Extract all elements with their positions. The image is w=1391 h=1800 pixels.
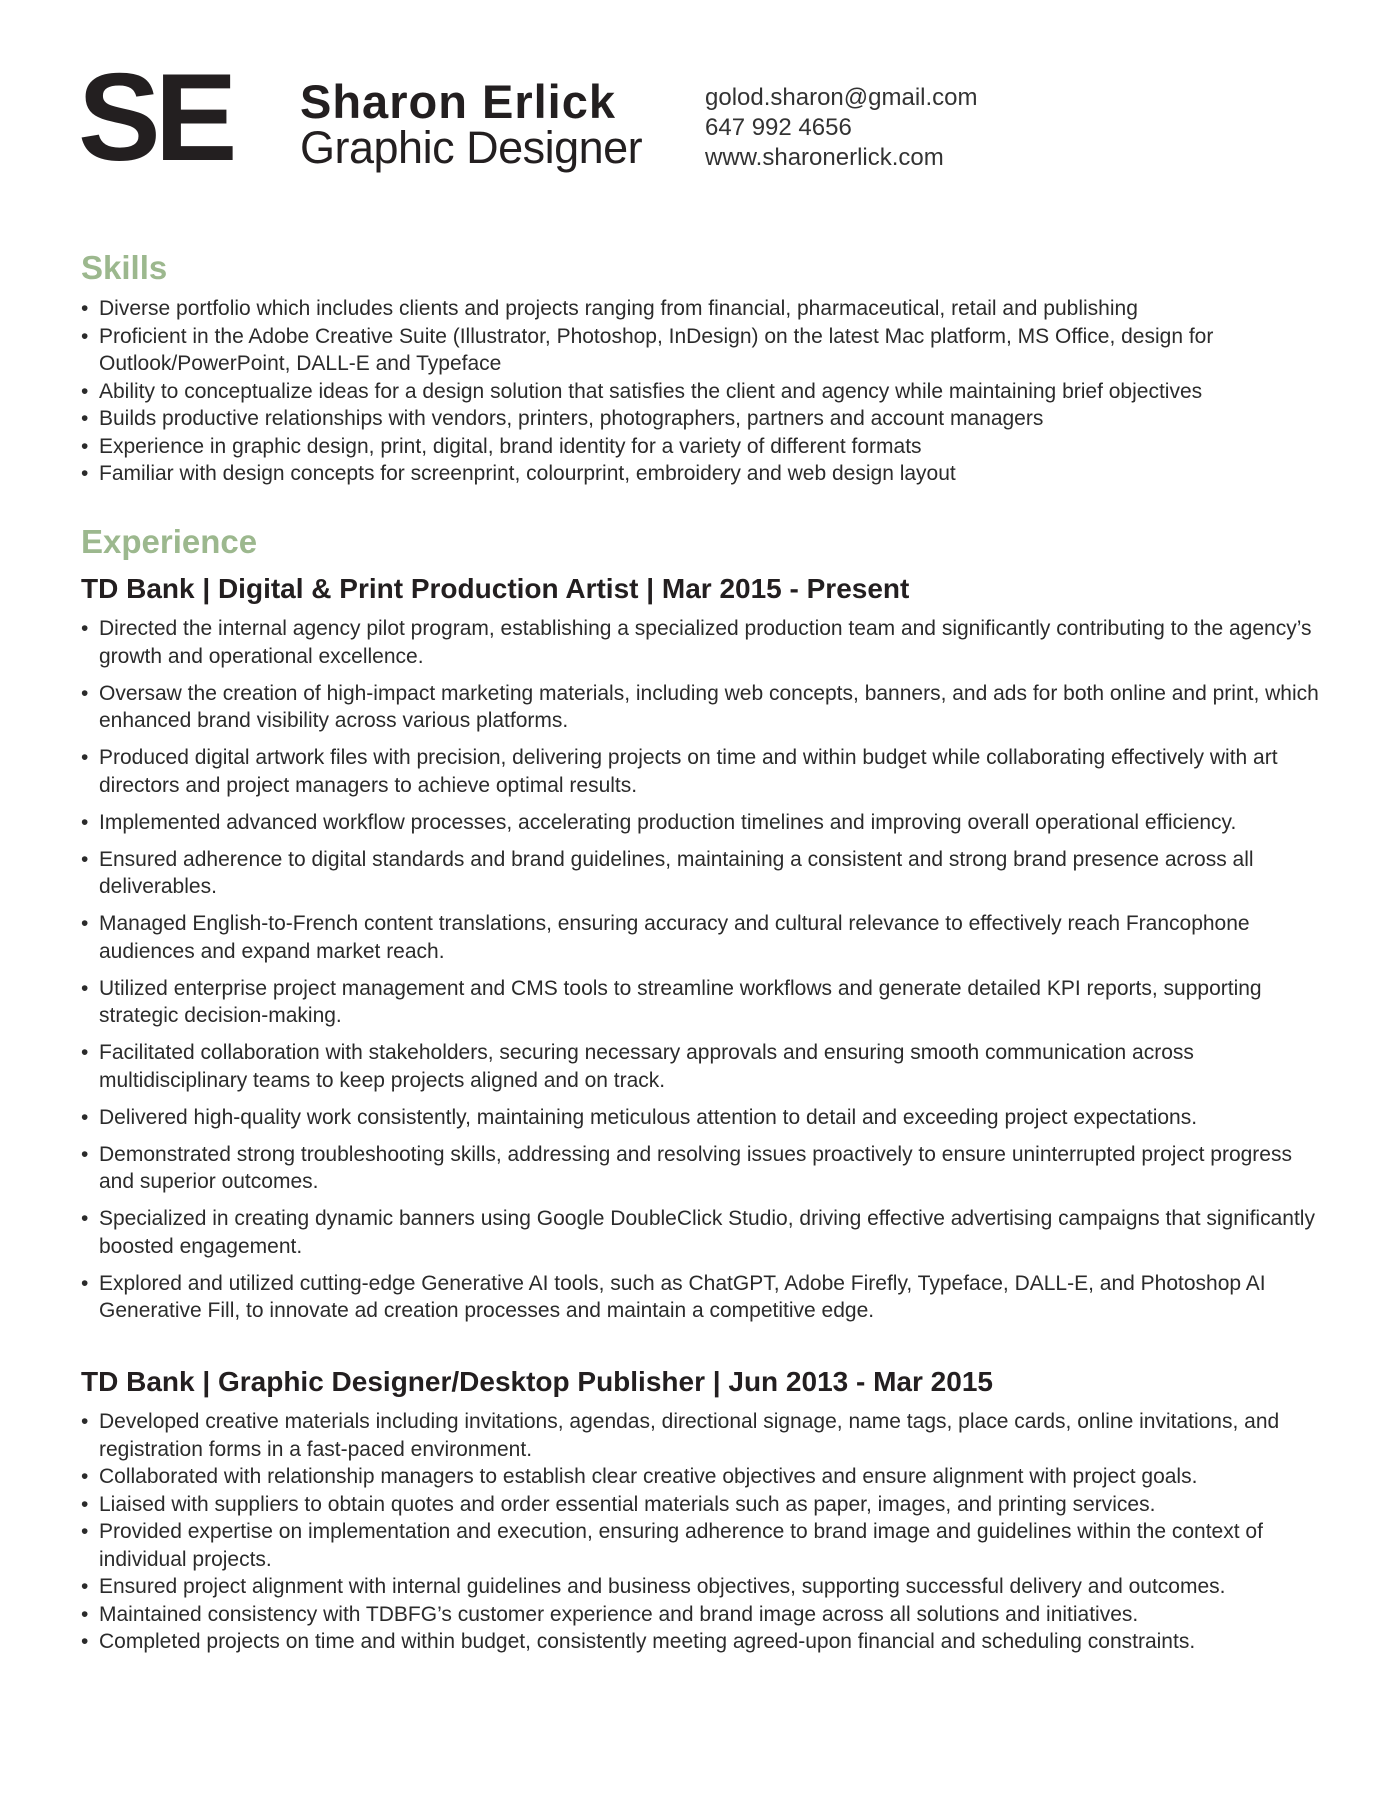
full-name: Sharon Erlick <box>300 75 616 128</box>
list-item: • Directed the internal agency pilot program, establishing a specialized production team and significantly contributing to the agency’s growth and operational excellence. <box>81 615 1321 670</box>
list-item: • Facilitated collaboration with stakeholders, securing necessary approvals and ensuring smooth communication across multidisciplinary teams to keep projects aligned and on track. <box>81 1039 1321 1094</box>
list-item: • Provided expertise on implementation and execution, ensuring adherence to brand image and guidelines within the context of individual projects. <box>81 1518 1321 1573</box>
list-item: • Developed creative materials including invitations, agendas, directional signage, name tags, place cards, online invitations, and registration forms in a fast-paced environment. <box>81 1408 1321 1463</box>
skills-list <box>81 295 1321 488</box>
list-item: • Demonstrated strong troubleshooting skills, addressing and resolving issues proactively to ensure uninterrupted project progress and superior outcomes. <box>81 1141 1321 1196</box>
skills-heading: Skills <box>81 249 168 286</box>
job-role: Graphic Designer <box>300 122 643 173</box>
list-item: • Maintained consistency with TDBFG’s customer experience and brand image across all solutions and initiatives. <box>81 1601 1321 1629</box>
website-text: www.sharonerlick.com <box>705 144 944 171</box>
list-item: • Oversaw the creation of high-impact marketing materials, including web concepts, banners, and ads for both online and print, which enhanced brand visibility across various platforms. <box>81 680 1321 735</box>
list-item: • Collaborated with relationship managers to establish clear creative objectives and ensure alignment with project goals. <box>81 1463 1321 1491</box>
list-item: • Specialized in creating dynamic banners using Google DoubleClick Studio, driving effective advertising campaigns that significantly boosted engagement. <box>81 1205 1321 1260</box>
list-item: • Explored and utilized cutting-edge Generative AI tools, such as ChatGPT, Adobe Firefly, Typeface, DALL-E, and Photoshop AI Generative Fill, to innovate ad creation processes and maintain a competitive edge. <box>81 1270 1321 1325</box>
list-item: • Completed projects on time and within budget, consistently meeting agreed-upon financial and scheduling constraints. <box>81 1628 1321 1656</box>
job-2-list <box>81 1408 1321 1656</box>
job-title-2: TD Bank | Graphic Designer/Desktop Publisher | Jun 2013 - Mar 2015 <box>81 1366 993 1397</box>
email-text: golod.sharon@gmail.com <box>705 84 978 111</box>
list-item: • Familiar with design concepts for screenprint, colourprint, embroidery and web design layout <box>81 460 1321 488</box>
list-item: • Ensured project alignment with internal guidelines and business objectives, supporting successful delivery and outcomes. <box>81 1573 1321 1601</box>
list-item: • Delivered high-quality work consistently, maintaining meticulous attention to detail and exceeding project expectations. <box>81 1104 1321 1132</box>
contact-block <box>705 83 978 173</box>
monogram-logo: SE <box>78 49 232 187</box>
name-block <box>300 75 643 173</box>
list-item: • Ability to conceptualize ideas for a design solution that satisfies the client and agency while maintaining brief objectives <box>81 378 1321 406</box>
list-item: • Produced digital artwork files with precision, delivering projects on time and within budget while collaborating effectively with art directors and project managers to achieve optimal results. <box>81 744 1321 799</box>
list-item: • Utilized enterprise project management and CMS tools to streamline workflows and generate detailed KPI reports, supporting strategic decision-making. <box>81 975 1321 1030</box>
list-item: • Managed English-to-French content translations, ensuring accuracy and cultural relevance to effectively reach Francophone audiences and expand market reach. <box>81 910 1321 965</box>
list-item: • Proficient in the Adobe Creative Suite (Illustrator, Photoshop, InDesign) on the latest Mac platform, MS Office, design for Outlook/PowerPoint, DALL-E and Typeface <box>81 323 1321 378</box>
list-item: • Experience in graphic design, print, digital, brand identity for a variety of different formats <box>81 433 1321 461</box>
experience-heading: Experience <box>81 523 258 560</box>
list-item: • Liaised with suppliers to obtain quotes and order essential materials such as paper, images, and printing services. <box>81 1491 1321 1519</box>
list-item: • Implemented advanced workflow processes, accelerating production timelines and improving overall operational efficiency. <box>81 809 1321 837</box>
phone-text: 647 992 4656 <box>705 114 852 141</box>
list-item: • Ensured adherence to digital standards and brand guidelines, maintaining a consistent and strong brand presence across all deliverables. <box>81 846 1321 901</box>
list-item: • Diverse portfolio which includes clients and projects ranging from financial, pharmaceutical, retail and publishing <box>81 295 1321 323</box>
list-item: • Builds productive relationships with vendors, printers, photographers, partners and account managers <box>81 405 1321 433</box>
job-1-list <box>81 615 1321 1334</box>
job-title-1: TD Bank | Digital & Print Production Artist | Mar 2015 - Present <box>81 573 910 604</box>
